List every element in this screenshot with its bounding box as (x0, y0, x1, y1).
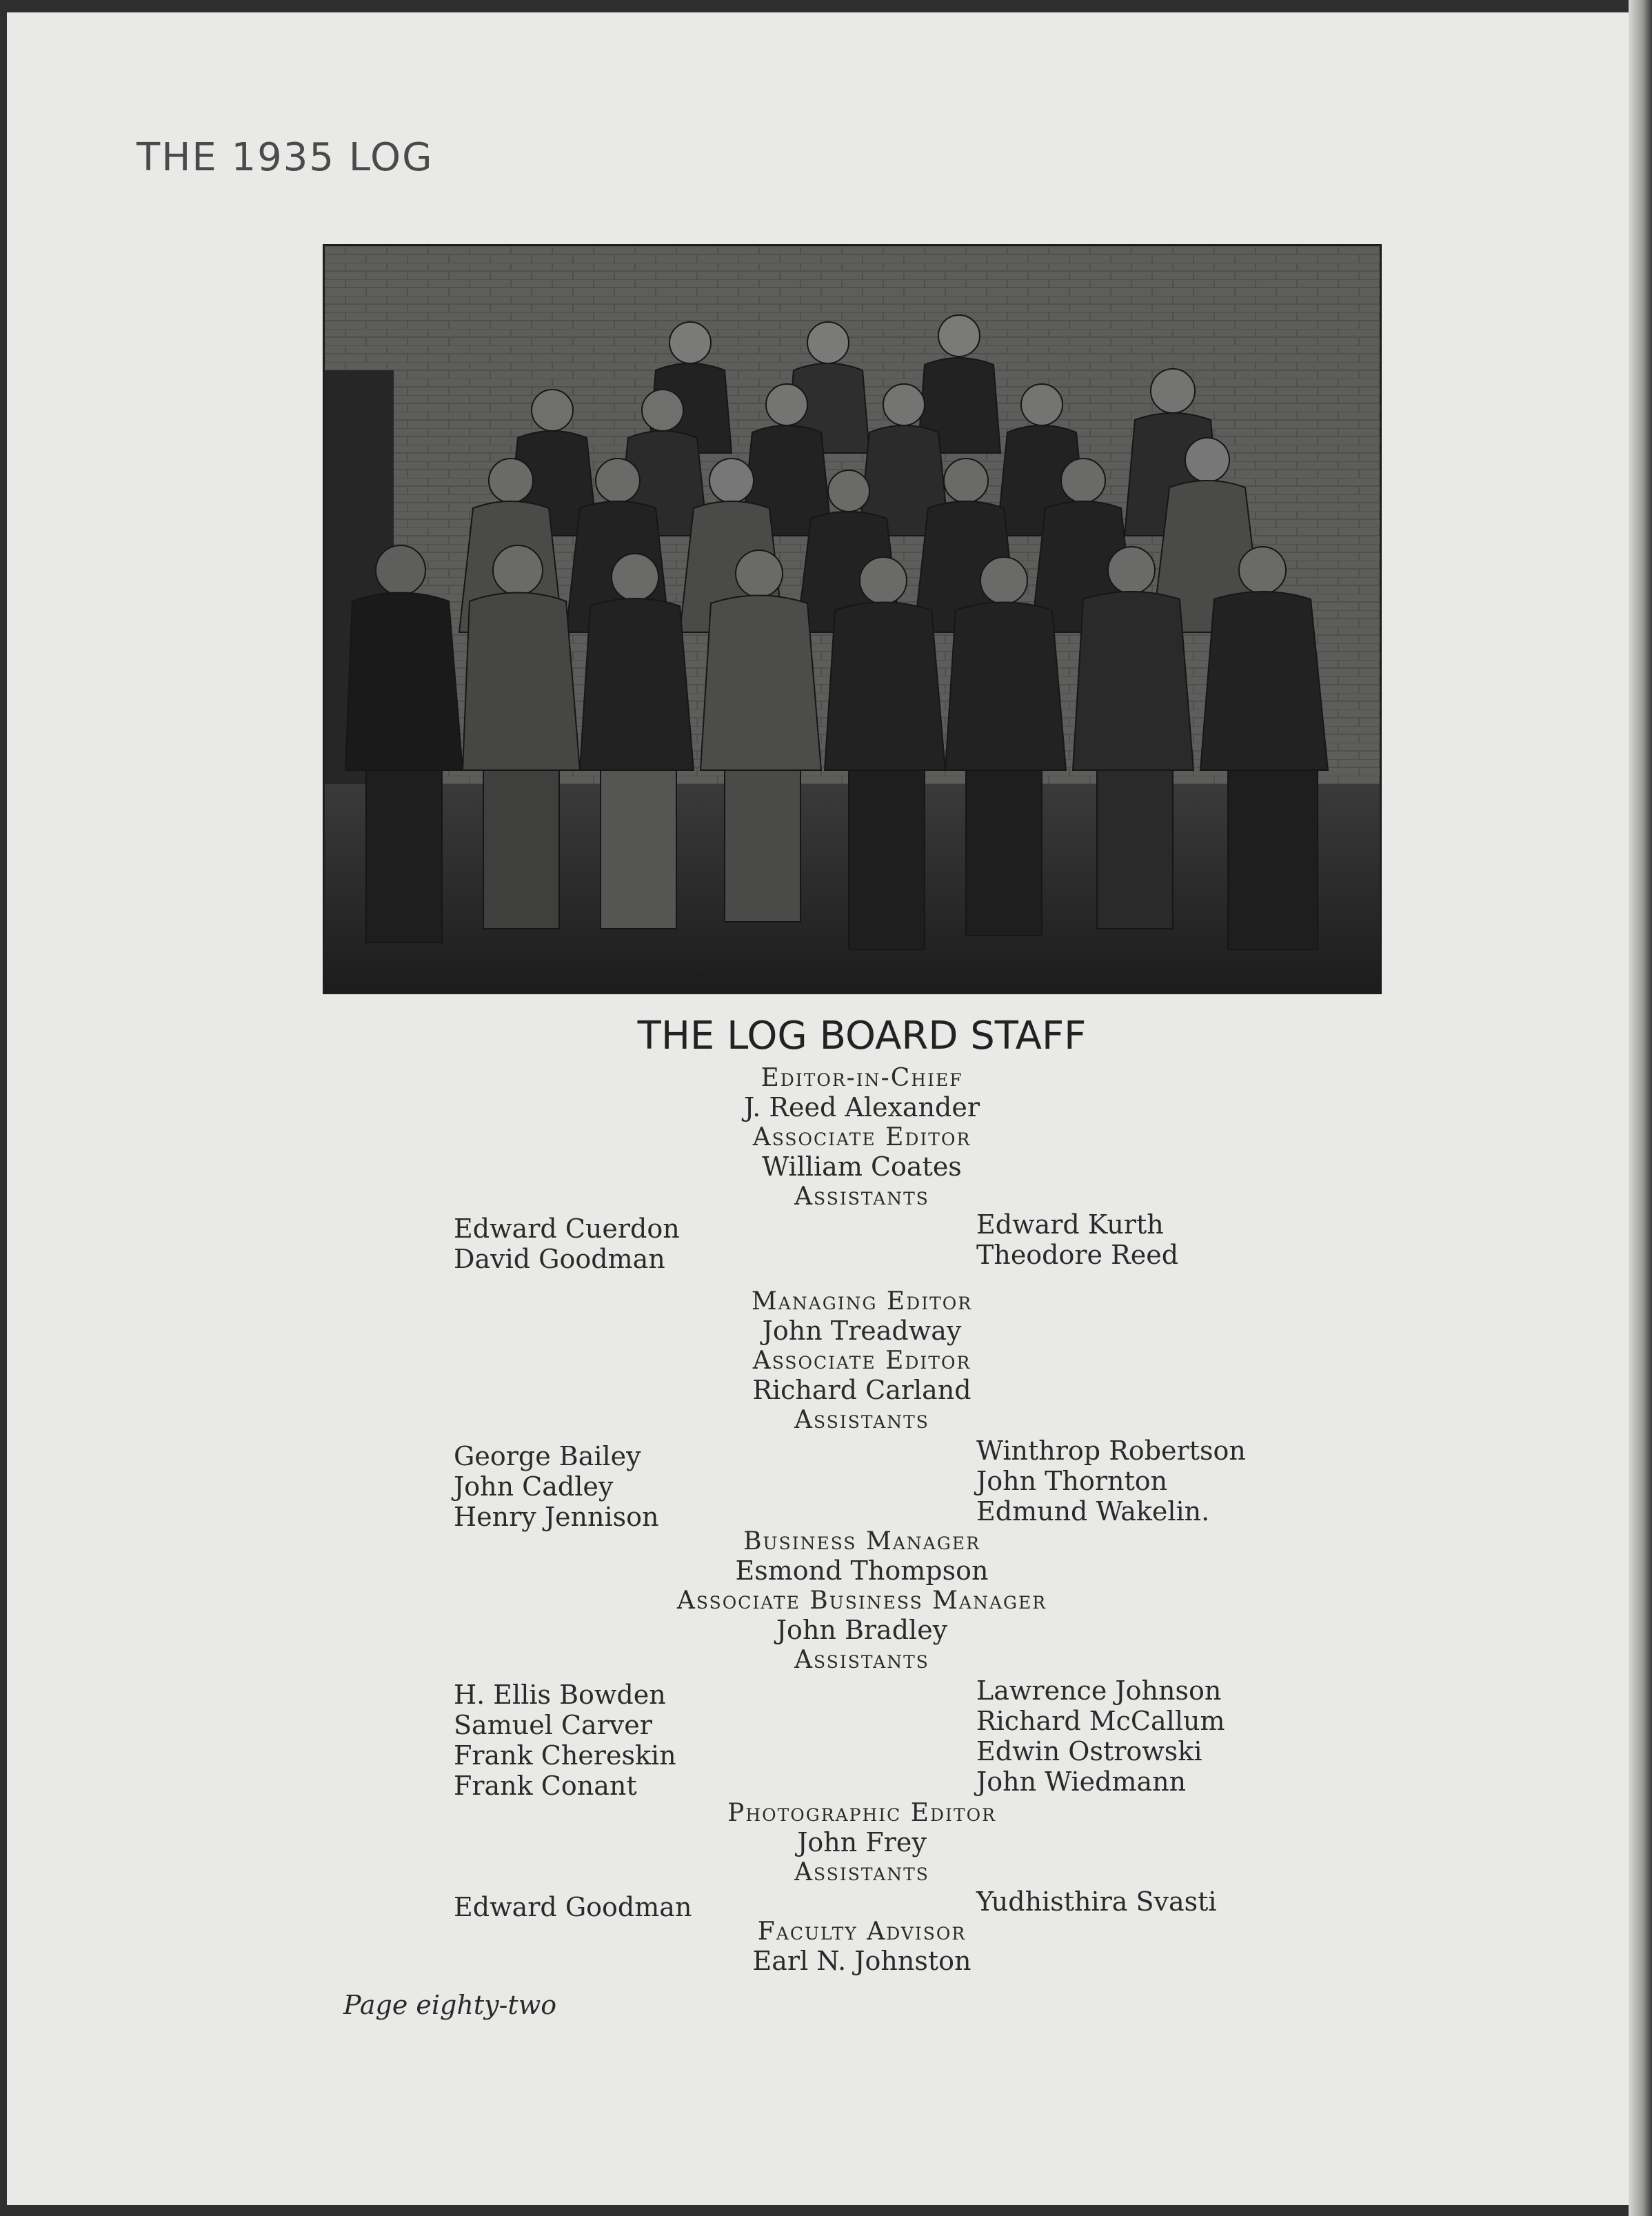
role-assistants-4: Assistants (794, 1858, 929, 1886)
page-edge-shadow (1629, 0, 1652, 2216)
assistant-name: John Thornton (976, 1466, 1168, 1496)
role-faculty-advisor: Faculty Advisor (757, 1917, 967, 1946)
staff-title: THE LOG BOARD STAFF (637, 1014, 1087, 1058)
page-number: Page eighty-two (343, 1990, 557, 2020)
assistant-name: John Cadley (454, 1471, 614, 1502)
running-head: THE 1935 LOG (137, 135, 434, 180)
role-photographic-editor: Photographic Editor (727, 1799, 996, 1827)
assistant-name: Theodore Reed (976, 1240, 1179, 1270)
assistant-name: Frank Conant (454, 1771, 637, 1801)
assistant-name: George Bailey (454, 1441, 641, 1471)
assistant-name: Edward Cuerdon (454, 1213, 680, 1244)
name-associate-business-manager: John Bradley (776, 1615, 948, 1645)
role-assistants-3: Assistants (794, 1646, 929, 1674)
role-assistants-1: Assistants (794, 1182, 929, 1211)
role-associate-business-manager: Associate Business Manager (676, 1587, 1047, 1615)
assistant-name: Winthrop Robertson (976, 1436, 1246, 1466)
assistant-name: Edwin Ostrowski (976, 1736, 1202, 1766)
name-photographic-editor: John Frey (797, 1827, 927, 1857)
assistant-name: Henry Jennison (454, 1502, 659, 1532)
name-editor-in-chief: J. Reed Alexander (743, 1092, 980, 1122)
assistant-name: H. Ellis Bowden (454, 1680, 666, 1710)
assistant-name: Edmund Wakelin. (976, 1496, 1210, 1527)
name-associate-editor-2: Richard Carland (752, 1375, 971, 1405)
assistant-name: Edward Kurth (976, 1209, 1164, 1240)
role-associate-editor-2: Associate Editor (752, 1347, 971, 1375)
assistant-name: David Goodman (454, 1244, 665, 1274)
group-photo (323, 244, 1382, 994)
role-editor-in-chief: Editor-in-Chief (760, 1064, 963, 1092)
assistant-name: Edward Goodman (454, 1892, 692, 1922)
name-faculty-advisor: Earl N. Johnston (752, 1946, 971, 1976)
role-assistants-2: Assistants (794, 1406, 929, 1434)
name-associate-editor-1: William Coates (762, 1151, 962, 1182)
role-managing-editor: Managing Editor (751, 1287, 973, 1316)
name-managing-editor: John Treadway (762, 1316, 962, 1346)
assistant-name: Yudhisthira Svasti (976, 1886, 1217, 1917)
assistant-name: Samuel Carver (454, 1710, 652, 1740)
assistant-name: Richard McCallum (976, 1706, 1225, 1736)
assistant-name: John Wiedmann (976, 1766, 1187, 1797)
assistant-name: Lawrence Johnson (976, 1675, 1222, 1706)
name-business-manager: Esmond Thompson (735, 1555, 989, 1586)
assistant-name: Frank Chereskin (454, 1740, 676, 1771)
role-business-manager: Business Manager (743, 1527, 980, 1555)
role-associate-editor-1: Associate Editor (752, 1123, 971, 1151)
yearbook-page (7, 12, 1629, 2205)
